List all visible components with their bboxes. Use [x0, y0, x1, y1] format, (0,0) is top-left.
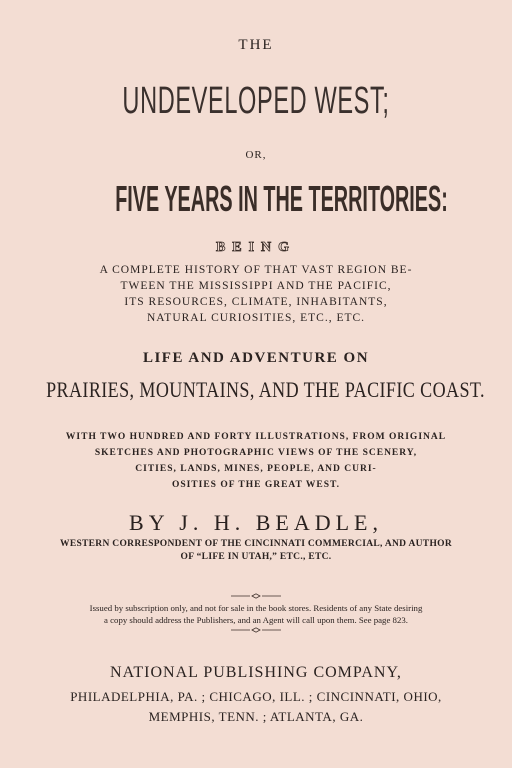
- cities-line: MEMPHIS, TENN. ; ATLANTA, GA.: [148, 709, 364, 724]
- history-description: [0, 262, 512, 326]
- main-title: UNDEVELOPED WEST;: [122, 80, 390, 122]
- publisher-cities: [0, 687, 512, 727]
- history-line: TWEEN THE MISSISSIPPI AND THE PACIFIC,: [120, 280, 392, 292]
- ornament-rule-bottom: [231, 627, 281, 633]
- credential-line: WESTERN CORRESPONDENT OF THE CINCINNATI COMMERCIAL, AND AUTHOR: [60, 539, 452, 549]
- author-credentials: [0, 538, 512, 564]
- cities-line: PHILADELPHIA, PA. ; CHICAGO, ILL. ; CINCINNATI, OHIO,: [70, 689, 442, 704]
- being-heading: BEING: [215, 240, 297, 255]
- notice-line: Issued by subscription only, and not for sale in the book stores. Residents of any State desiring: [89, 603, 423, 613]
- ornament-rule-top: [231, 593, 281, 599]
- the-heading: THE: [238, 37, 274, 53]
- credential-line: OF “LIFE IN UTAH,” ETC., ETC.: [180, 552, 332, 562]
- illustration-line: OSITIES OF THE GREAT WEST.: [171, 480, 341, 490]
- illustrations-description: [0, 429, 512, 493]
- history-line: ITS RESOURCES, CLIMATE, INHABITANTS,: [124, 296, 388, 308]
- life-adventure-line: LIFE AND ADVENTURE ON: [142, 350, 370, 366]
- history-line: NATURAL CURIOSITIES, ETC., ETC.: [146, 312, 366, 324]
- subtitle: FIVE YEARS IN THE TERRITORIES:: [115, 178, 448, 219]
- illustration-line: SKETCHES AND PHOTOGRAPHIC VIEWS OF THE SCENERY,: [94, 448, 418, 458]
- illustration-line: WITH TWO HUNDRED AND FORTY ILLUSTRATIONS, FROM ORIGINAL: [65, 432, 447, 442]
- author-byline: BY J. H. BEADLE,: [129, 510, 383, 535]
- illustration-line: CITIES, LANDS, MINES, PEOPLE, AND CURI-: [135, 464, 377, 474]
- prairies-line: PRAIRIES, MOUNTAINS, AND THE PACIFIC COAST.: [46, 377, 485, 402]
- notice-line: a copy should address the Publishers, and an Agent will call upon them. See page 823.: [104, 615, 408, 625]
- subscription-notice: [0, 602, 512, 626]
- publisher-name: NATIONAL PUBLISHING COMPANY,: [110, 664, 402, 681]
- history-line: A COMPLETE HISTORY OF THAT VAST REGION BE-: [99, 264, 413, 276]
- or-connector: OR,: [245, 149, 267, 161]
